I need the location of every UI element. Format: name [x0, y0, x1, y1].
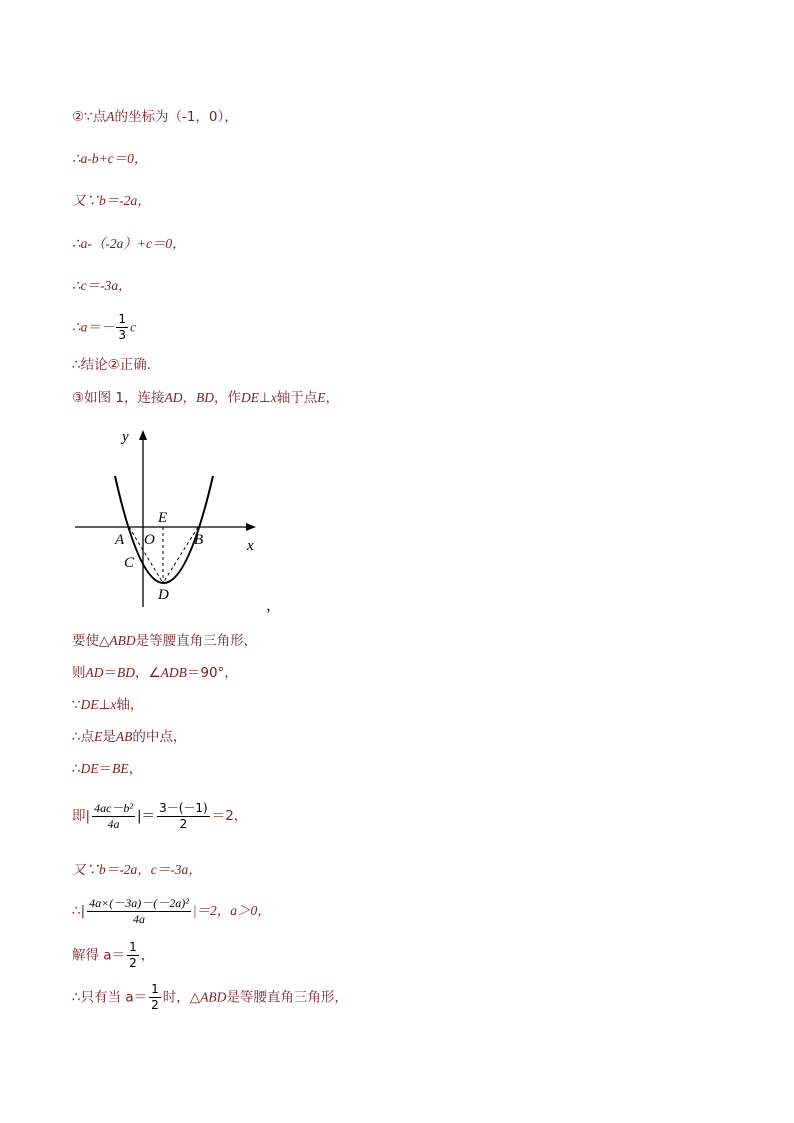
fraction-a-condition: $\frac{1}{2}$	[151, 982, 159, 1012]
x-axis-arrow	[246, 523, 256, 531]
line-18: ∴只有当 a＝ $\frac{1}{2}$ 时，△ABD是等腰直角三角形，	[72, 982, 348, 1012]
line-10: 则AD＝BD，∠ADB＝90°，	[72, 665, 238, 681]
line-5: ∴c＝-3a，	[72, 278, 132, 293]
line-3: 又∵b＝-2a，	[72, 193, 151, 208]
segment-bd	[163, 527, 198, 583]
label-c: C	[124, 555, 135, 571]
line-12: ∴点E是AB的中点，	[72, 729, 187, 745]
line-1: ②∵点A的坐标为（-1，0），	[72, 109, 238, 125]
label-y: y	[122, 429, 129, 445]
line-15: 又∵b＝-2a，c＝-3a，	[72, 862, 202, 877]
label-x: x	[247, 538, 254, 554]
line-4: ∴a-（-2a）+c＝0，	[72, 236, 186, 251]
label-o: O	[144, 532, 155, 548]
label-b: B	[194, 532, 204, 548]
label-d: D	[158, 587, 169, 603]
figure-trailing-comma: ，	[266, 598, 282, 614]
fraction-a-value: $\frac{1}{2}$	[129, 940, 137, 970]
line-7: ∴结论②正确．	[72, 357, 161, 373]
fraction-vertex: $\frac{\text{4ac－b²}}{4a}$	[94, 800, 133, 831]
parabola-figure	[70, 422, 290, 617]
fraction-half-ab: $\frac{3-(-1)}{2}$	[159, 800, 208, 831]
line-17: 解得 a＝ $\frac{1}{2}$ ，	[72, 940, 155, 970]
line-6: ∴a＝－ $\frac{1}{3}$ c	[72, 312, 136, 342]
line-13: ∴DE＝BE，	[72, 761, 143, 777]
label-e: E	[158, 510, 168, 526]
line-9: 要使△ABD是等腰直角三角形，	[72, 633, 258, 649]
line-8: ③如图 1，连接AD，BD，作DE⊥x轴于点E，	[72, 390, 339, 406]
label-a: A	[115, 532, 125, 548]
line-16: ∴| $\frac{\text{4a×(－3a)－(－2a)²}}{4a}$ |＝2，a＞0，	[72, 895, 271, 926]
line-11: ∵DE⊥x轴，	[72, 697, 144, 713]
line-14: 即| $\frac{\text{4ac－b²}}{4a}$ |＝ $\frac{3-(-1)}{2}$ ＝2，	[72, 800, 248, 831]
fraction: $\frac{1}{3}$	[118, 312, 126, 342]
line-2: ∴a-b+c＝0，	[72, 151, 148, 166]
point-a-label: A	[106, 109, 115, 124]
fraction-substituted: $\frac{\text{4a×(－3a)－(－2a)²}}{4a}$	[89, 895, 189, 926]
y-axis-arrow	[139, 430, 147, 440]
